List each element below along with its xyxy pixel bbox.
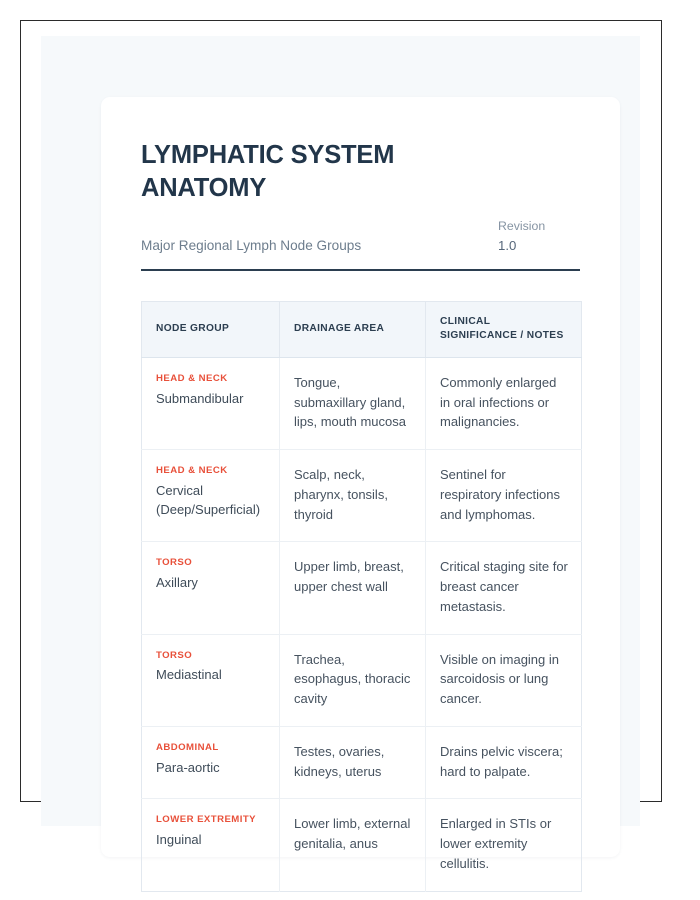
cell-clinical-notes: Sentinel for respiratory infections and lymphomas. <box>426 450 582 542</box>
table-row <box>142 450 582 542</box>
table-row <box>142 542 582 634</box>
category-tag: LOWER EXTREMITY <box>156 814 257 826</box>
node-name: Submandibular <box>156 390 244 406</box>
column-header-drainage-area: DRAINAGE AREA <box>280 301 426 357</box>
header-divider <box>141 269 580 271</box>
cell-clinical-notes: Drains pelvic viscera; hard to palpate. <box>426 726 582 799</box>
cell-clinical-notes: Critical staging site for breast cancer metastasis. <box>426 542 582 634</box>
node-name: Axillary <box>156 575 198 591</box>
revision-value: 1.0 <box>498 238 517 254</box>
revision-block <box>488 217 580 257</box>
cell-clinical-notes: Visible on imaging in sarcoidosis or lung cancer. <box>426 634 582 726</box>
table-row <box>142 357 582 449</box>
cell-node-group <box>142 726 280 799</box>
column-header-node-group: NODE GROUP <box>142 301 280 357</box>
node-name: Inguinal <box>156 832 202 848</box>
cell-drainage-area: Scalp, neck, pharynx, tonsils, thyroid <box>280 450 426 542</box>
table-row <box>142 634 582 726</box>
category-tag: HEAD & NECK <box>156 372 228 384</box>
cell-drainage-area: Lower limb, external genitalia, anus <box>280 799 426 891</box>
table-header <box>142 301 582 357</box>
node-name: Para-aortic <box>156 759 220 775</box>
revision-label: Revision <box>498 219 546 234</box>
cell-drainage-area: Tongue, submaxillary gland, lips, mouth mucosa <box>280 357 426 449</box>
category-tag: ABDOMINAL <box>156 741 219 753</box>
browser-viewport <box>20 20 662 871</box>
page-title: LYMPHATIC SYSTEM ANATOMY <box>141 141 395 203</box>
document-subtitle: Major Regional Lymph Node Groups <box>141 238 362 254</box>
lymph-node-table <box>141 301 582 892</box>
cell-node-group <box>142 357 280 449</box>
node-name: Cervical (Deep/Superficial) <box>156 482 261 518</box>
column-header-clinical-significance: CLINICAL SIGNIFICANCE / NOTES <box>426 301 582 357</box>
cell-node-group <box>142 542 280 634</box>
table-header-row <box>142 301 582 357</box>
category-tag: HEAD & NECK <box>156 465 228 477</box>
table-row <box>142 799 582 891</box>
category-tag: TORSO <box>156 649 193 661</box>
cell-drainage-area: Upper limb, breast, upper chest wall <box>280 542 426 634</box>
cell-clinical-notes: Enlarged in STIs or lower extremity cellulitis. <box>440 816 552 871</box>
document-meta-row <box>141 217 580 257</box>
cell-node-group <box>142 634 280 726</box>
category-tag: TORSO <box>156 557 193 569</box>
cell-clinical-notes: Commonly enlarged in oral infections or malignancies. <box>426 357 582 449</box>
cell-node-group <box>142 450 280 542</box>
document-body <box>101 97 620 892</box>
cell-drainage-area: Trachea, esophagus, thoracic cavity <box>280 634 426 726</box>
table-row <box>142 726 582 799</box>
table-body <box>142 357 582 891</box>
cell-drainage-area: Testes, ovaries, kidneys, uterus <box>280 726 426 799</box>
node-name: Mediastinal <box>156 667 222 683</box>
cell-node-group <box>142 799 280 891</box>
document-card <box>101 97 620 871</box>
page-backdrop <box>41 36 640 871</box>
